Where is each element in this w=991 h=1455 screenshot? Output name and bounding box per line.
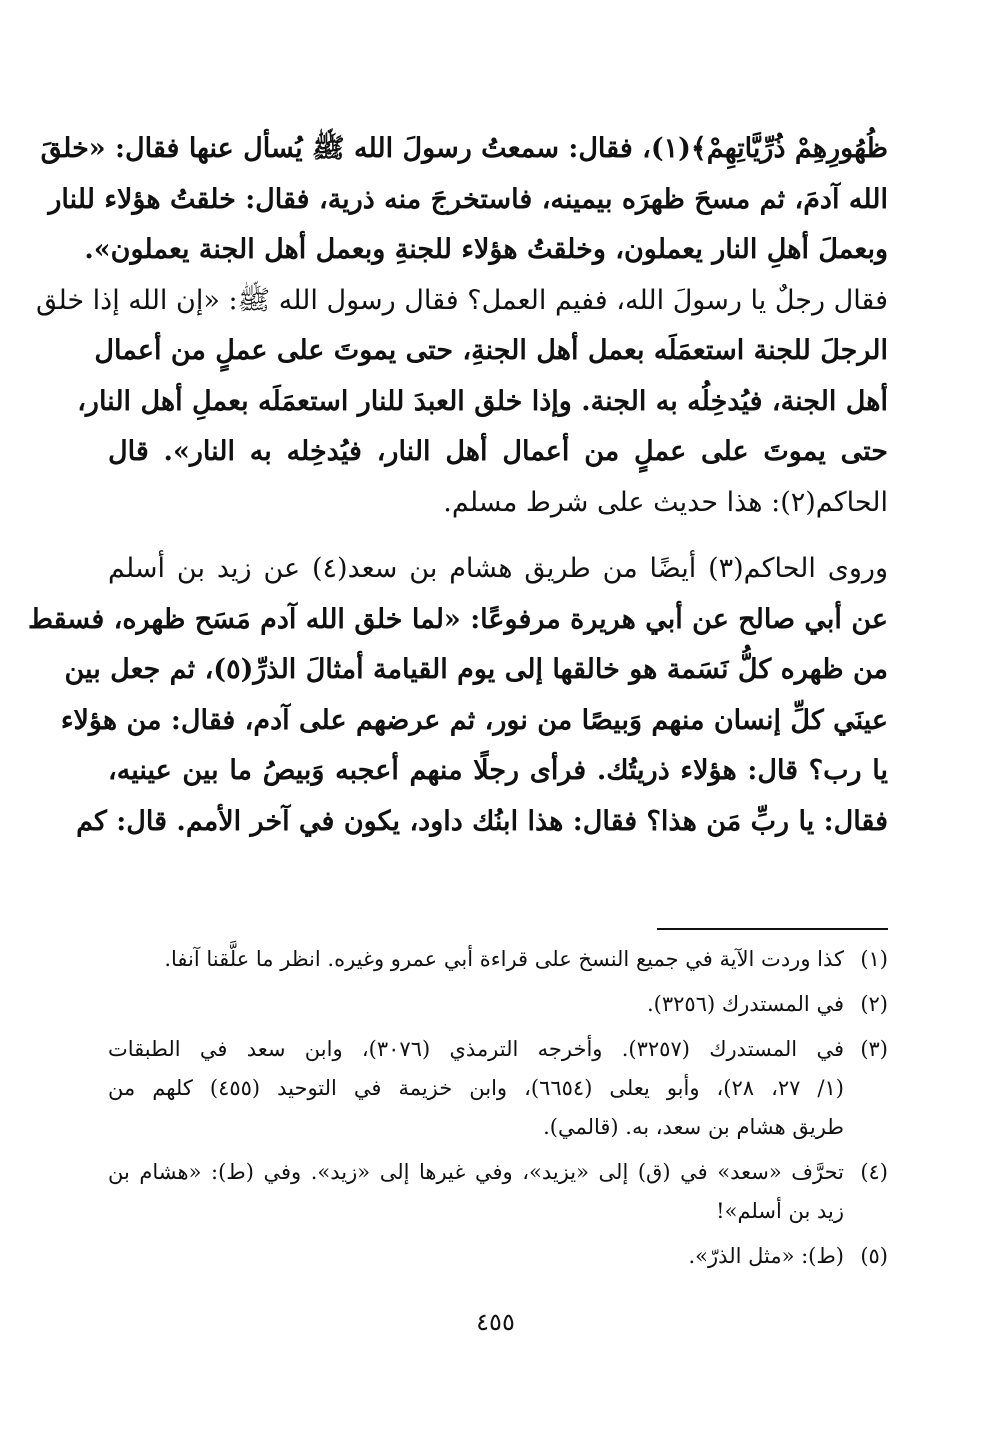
text-line: عينَي كلِّ إنسان منهم وَبيصًا من نور، ثم عرضهم على آدم، فقال: من هؤلاء	[60, 704, 888, 736]
text-line: فقال: يا ربِّ مَن هذا؟ فقال: هذا ابنُك داود، يكون في آخر الأمم. قال: كم	[76, 805, 888, 837]
text-line: وروى الحاكم(٣) أيضًا من طريق هشام بن سعد(٤) عن زيد بن أسلم	[108, 553, 889, 584]
footnote-2	[108, 985, 888, 1024]
footnote-3	[108, 1030, 888, 1147]
footnote-line: في المستدرك (٣٢٥٦).	[646, 992, 844, 1016]
footnote-text	[108, 1153, 844, 1231]
footnote-number: (١)	[860, 947, 888, 971]
footnote-5	[108, 1237, 888, 1276]
footnote-divider	[657, 928, 888, 930]
text-line: فقال رجلٌ يا رسولَ الله، ففيم العمل؟ فقال رسول الله ﷺ: «إن الله إذا خلق	[35, 284, 888, 316]
footnote-line: كذا وردت الآية في جميع النسخ على قراءة أبي عمرو وغيره. انظر ما علَّقنا آنفا.	[164, 947, 844, 971]
text-line: أهل الجنة، فيُدخِلُه به الجنة. وإذا خلق العبدَ للنار استعمَلَه بعملِ أهل النار،	[77, 385, 888, 417]
footnote-line: زيد بن أسلم»!	[716, 1199, 844, 1223]
page-number: ٤٥٥	[476, 1308, 515, 1336]
text-line: عن أبي صالح عن أبي هريرة مرفوعًا: «لما خلق الله آدم مَسَح ظهره، فسقط	[27, 603, 888, 635]
paragraph-1	[35, 124, 888, 528]
footnote-4	[108, 1153, 888, 1231]
footnote-text	[108, 940, 844, 979]
footnote-text	[108, 985, 844, 1024]
footnote-1	[108, 940, 888, 979]
text-line: حتى يموتَ على عملٍ من أعمال أهل النار، فيُدخِله به النار». قال	[108, 436, 888, 467]
footnote-number: (٣)	[860, 1037, 888, 1061]
text-line: يا رب؟ قال: هؤلاء ذريتُك. فرأى رجلًا منهم أعجبه وَبيصُ ما بين عينيه،	[108, 755, 888, 786]
footnote-text	[108, 1237, 844, 1276]
text-line: من ظهره كلُّ نَسَمة هو خالقها إلى يوم القيامة أمثالَ الذرِّ(٥)، ثم جعل بين	[64, 654, 888, 685]
footnote-number: (٢)	[860, 992, 888, 1016]
paragraph-2	[27, 544, 889, 847]
footnotes	[108, 940, 888, 1282]
text-line: الله آدمَ، ثم مسحَ ظهرَه بيمينه، فاستخرجَ منه ذرية، فقال: خلقتُ هؤلاء للنار	[48, 183, 888, 215]
footnote-line: في المستدرك (٣٢٥٧). وأخرجه الترمذي (٣٠٧٦)، وابن سعد في الطبقات	[108, 1037, 844, 1061]
footnote-line: (ط): «مثل الذرّ».	[688, 1244, 844, 1268]
footnote-line: تحرَّف «سعد» في (ق) إلى «يزيد»، وفي غيرها إلى «زيد». وفي (ط): «هشام بن	[108, 1160, 844, 1184]
text-line: ظُهُورِهِمْ ذُرِّيَّاتِهِمْ﴾(١)، فقال: سمعتُ رسولَ الله ﷺ يُسأل عنها فقال: «خلقَ	[40, 133, 888, 164]
main-text	[27, 124, 889, 847]
footnote-number: (٥)	[860, 1244, 888, 1268]
footnote-line: طريق هشام بن سعد، به. (قالمي).	[543, 1115, 844, 1139]
text-line: وبعملَ أهلِ النار يعملون، وخلقتُ هؤلاء للجنةِ وبعمل أهل الجنة يعملون».	[84, 234, 888, 265]
text-line: الحاكم(٢): هذا حديث على شرط مسلم.	[443, 486, 888, 518]
footnote-text	[108, 1030, 844, 1147]
text-line: الرجلَ للجنة استعمَلَه بعمل أهل الجنةِ، حتى يموتَ على عملٍ من أعمال	[94, 335, 888, 366]
footnote-number: (٤)	[860, 1160, 888, 1184]
footnote-line: (١/ ٢٧، ٢٨)، وأبو يعلى (٦٦٥٤)، وابن خزيمة في التوحيد (٤٥٥) كلهم من	[108, 1076, 844, 1100]
